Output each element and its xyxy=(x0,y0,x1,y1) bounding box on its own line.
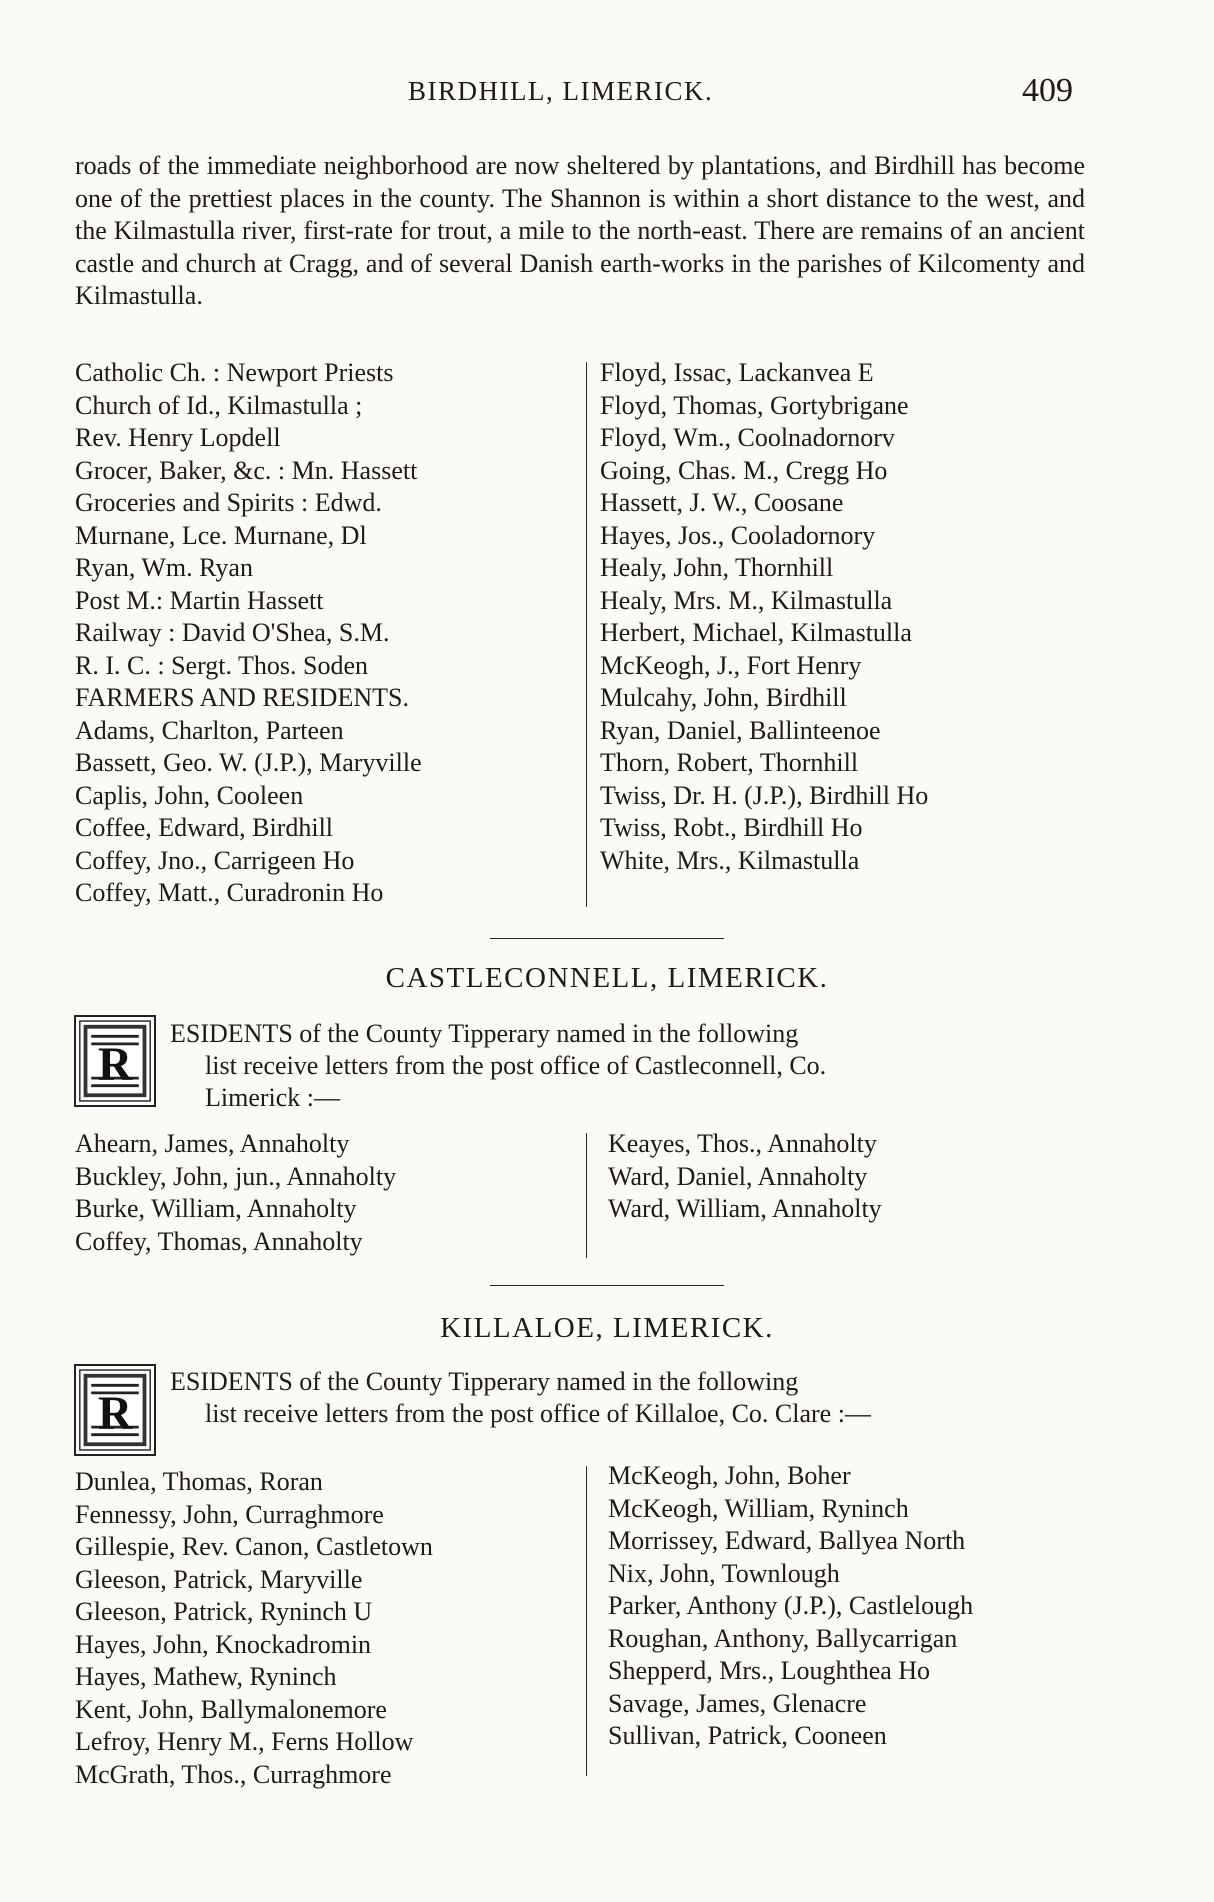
list-item: Herbert, Michael, Kilmastulla xyxy=(600,618,912,647)
list-item: Gleeson, Patrick, Ryninch U xyxy=(75,1597,373,1626)
list-item: Rev. Henry Lopdell xyxy=(75,423,281,452)
list-item: Lefroy, Henry M., Ferns Hollow xyxy=(75,1727,414,1756)
list-item: Sullivan, Patrick, Cooneen xyxy=(608,1721,887,1750)
list-item: McKeogh, John, Boher xyxy=(608,1461,851,1490)
list-item: Fennessy, John, Curraghmore xyxy=(75,1499,384,1529)
list-item: McKeogh, J., Fort Henry xyxy=(600,650,862,680)
list-item: Twiss, Robt., Birdhill Ho xyxy=(600,813,863,842)
list-item: Coffey, Thomas, Annaholty xyxy=(75,1226,363,1256)
list-item: Grocer, Baker, &c. : Mn. Hassett xyxy=(75,455,418,485)
list-item: Coffee, Edward, Birdhill xyxy=(75,813,334,842)
section-divider xyxy=(490,938,724,939)
section-title-castleconnell: CASTLECONNELL, LIMERICK. xyxy=(385,962,829,994)
list-item: Caplis, John, Cooleen xyxy=(75,780,304,810)
list-item: Twiss, Dr. H. (J.P.), Birdhill Ho xyxy=(600,780,929,810)
birdhill-paragraph: roads of the immediate neighborhood are now sheltered by plantations, and Birdhill has become one of the prettiest places in the county. The Shannon is within a short distance to the west, and the Kilmastulla river, first-rate for trout, a mile to the north-east. There are remains of an ancient castle and church at Cragg, and of several Danish earth-works in the parishes of Kilcomenty and Kilmastulla. xyxy=(75,151,1085,310)
list-item: Savage, James, Glenacre xyxy=(608,1688,867,1718)
list-item: Coffey, Jno., Carrigeen Ho xyxy=(75,845,355,875)
list-item: Nix, John, Townlough xyxy=(608,1558,840,1588)
list-item: White, Mrs., Kilmastulla xyxy=(600,845,860,875)
list-item: Railway : David O'Shea, S.M. xyxy=(75,618,390,647)
list-item: Floyd, Thomas, Gortybrigane xyxy=(600,390,909,420)
list-item: Catholic Ch. : Newport Priests xyxy=(75,358,394,387)
castleconnell-left-column xyxy=(75,1128,396,1258)
list-item: McKeogh, William, Ryninch xyxy=(608,1493,909,1523)
killaloe-right-column xyxy=(608,1460,973,1753)
list-item: Shepperd, Mrs., Loughthea Ho xyxy=(608,1656,931,1685)
list-item: Kent, John, Ballymalonemore xyxy=(75,1694,387,1724)
list-item: FARMERS AND RESIDENTS. xyxy=(75,683,409,712)
list-item: McGrath, Thos., Curraghmore xyxy=(75,1759,392,1789)
list-item: Adams, Charlton, Parteen xyxy=(75,715,344,745)
intro-line: Limerick :— xyxy=(205,1083,341,1112)
column-divider xyxy=(586,1133,587,1258)
list-item: Hayes, Jos., Cooladornory xyxy=(600,520,876,550)
list-item: Hayes, John, Knockadromin xyxy=(75,1629,372,1659)
castleconnell-right-column xyxy=(608,1128,882,1226)
list-item: Bassett, Geo. W. (J.P.), Maryville xyxy=(75,748,422,777)
list-item: R. I. C. : Sergt. Thos. Soden xyxy=(75,650,369,680)
list-item: Murnane, Lce. Murnane, Dl xyxy=(75,520,367,550)
intro-line: list receive letters from the post office of Castleconnell, Co. xyxy=(205,1051,827,1080)
ornament-icon xyxy=(76,1017,154,1105)
column-divider xyxy=(586,1466,587,1776)
list-item: Thorn, Robert, Thornhill xyxy=(600,748,859,777)
list-item: Morrissey, Edward, Ballyea North xyxy=(608,1526,966,1555)
list-item: Gillespie, Rev. Canon, Castletown xyxy=(75,1532,433,1561)
dropcap-r-ornament xyxy=(74,1364,156,1456)
list-item: Post M.: Martin Hassett xyxy=(75,585,324,615)
ornament-icon xyxy=(76,1366,154,1454)
killaloe-intro xyxy=(170,1366,871,1430)
list-item: Ryan, Wm. Ryan xyxy=(75,553,253,582)
list-item: Groceries and Spirits : Edwd. xyxy=(75,488,382,517)
list-item: Keayes, Thos., Annaholty xyxy=(608,1129,877,1158)
list-item: Floyd, Issac, Lackanvea E xyxy=(600,358,874,387)
intro-line: ESIDENTS of the County Tipperary named in the following xyxy=(170,1367,799,1396)
list-item: Roughan, Anthony, Ballycarrigan xyxy=(608,1623,958,1653)
svg-text:R: R xyxy=(97,1388,133,1441)
list-item: Ward, Daniel, Annaholty xyxy=(608,1161,868,1191)
list-item: Coffey, Matt., Curadronin Ho xyxy=(75,878,384,907)
list-item: Healy, John, Thornhill xyxy=(600,553,834,582)
list-item: Ryan, Daniel, Ballinteenoe xyxy=(600,715,881,745)
list-item: Gleeson, Patrick, Maryville xyxy=(75,1564,363,1594)
list-item: Hayes, Mathew, Ryninch xyxy=(75,1662,337,1691)
list-item: Burke, William, Annaholty xyxy=(75,1194,357,1223)
section-divider xyxy=(490,1285,724,1286)
list-item: Parker, Anthony (J.P.), Castlelough xyxy=(608,1591,974,1620)
killaloe-left-column xyxy=(75,1466,433,1791)
castleconnell-intro xyxy=(170,1018,826,1114)
list-item: Ahearn, James, Annaholty xyxy=(75,1129,350,1158)
list-item: Ward, William, Annaholty xyxy=(608,1194,882,1223)
list-item: Mulcahy, John, Birdhill xyxy=(600,683,847,712)
running-title: BIRDHILL, LIMERICK. xyxy=(408,76,714,106)
page-header xyxy=(0,72,1214,112)
intro-line: ESIDENTS of the County Tipperary named in the following xyxy=(170,1019,799,1048)
page-number: 409 xyxy=(1022,72,1073,109)
section-title-killaloe: KILLALOE, LIMERICK. xyxy=(440,1312,774,1344)
birdhill-left-column xyxy=(75,357,422,910)
dropcap-r-ornament xyxy=(74,1015,156,1107)
intro-line: list receive letters from the post office of Killaloe, Co. Clare :— xyxy=(205,1399,871,1428)
birdhill-right-column xyxy=(600,357,928,877)
column-divider xyxy=(586,362,587,907)
list-item: Healy, Mrs. M., Kilmastulla xyxy=(600,585,893,615)
list-item: Dunlea, Thomas, Roran xyxy=(75,1467,323,1496)
list-item: Buckley, John, jun., Annaholty xyxy=(75,1161,397,1191)
list-item: Hassett, J. W., Coosane xyxy=(600,488,844,517)
list-item: Church of Id., Kilmastulla ; xyxy=(75,390,363,420)
list-item: Going, Chas. M., Cregg Ho xyxy=(600,455,888,485)
list-item: Floyd, Wm., Coolnadornorv xyxy=(600,423,895,452)
svg-text:R: R xyxy=(97,1039,133,1092)
